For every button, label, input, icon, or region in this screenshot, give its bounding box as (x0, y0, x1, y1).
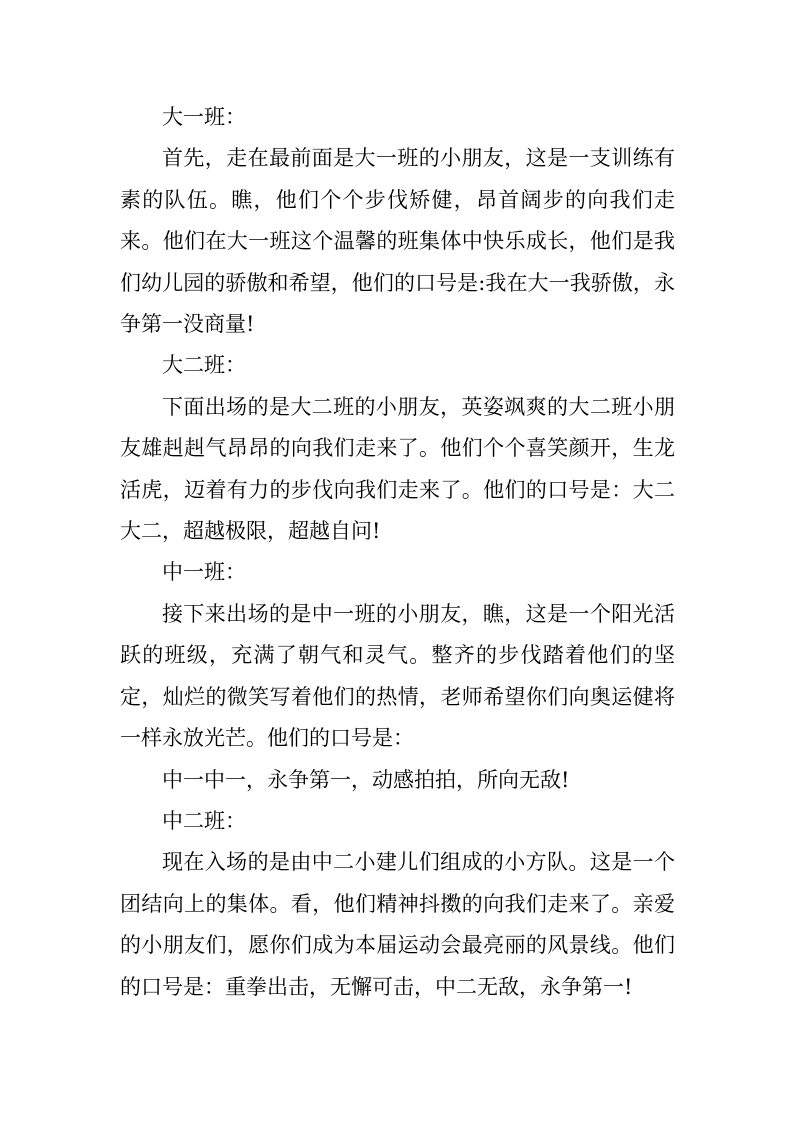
paragraph-da-yi-ban: 首先，走在最前面是大一班的小朋友，这是一支训练有素的队伍。瞧，他们个个步伐矫健，昂首阔步的向我们走来。他们在大一班这个温馨的班集体中快乐成长，他们是我们幼儿园的骄傲和希望，他们的口号是:我在大一我骄傲，永争第一没商量! (120, 146, 675, 337)
document-body (120, 97, 675, 1008)
heading-zhong-er-ban: 中二班： (162, 808, 246, 833)
slogan-zhong-yi-ban: 中一中一，永争第一，动感拍拍，所向无敌! (162, 767, 570, 792)
paragraph-zhong-er-ban: 现在入场的是由中二小建儿们组成的小方队。这是一个团结向上的集体。看，他们精神抖擞的向我们走来了。亲爱的小朋友们，愿你们成为本届运动会最亮丽的风景线。他们的口号是：重拳出击，无懈可击，中二无敌，永争第一! (120, 850, 675, 999)
heading-da-yi-ban: 大一班： (162, 105, 246, 129)
paragraph-da-er-ban: 下面出场的是大二班的小朋友，英姿飒爽的大二班小朋友雄赳赳气昂昂的向我们走来了。他们个个喜笑颜开，生龙活虎，迈着有力的步伐向我们走来了。他们的口号是：大二大二，超越极限，超越自问! (120, 394, 675, 544)
heading-da-er-ban: 大二班： (162, 353, 246, 378)
paragraph-zhong-yi-ban: 接下来出场的是中一班的小朋友，瞧，这是一个阳光活跃的班级，充满了朝气和灵气。整齐的步伐踏着他们的坚定，灿烂的微笑写着他们的热情，老师希望你们向奥运健将一样永放光芒。他们的口号是： (120, 601, 675, 751)
heading-zhong-yi-ban: 中一班： (162, 560, 246, 585)
